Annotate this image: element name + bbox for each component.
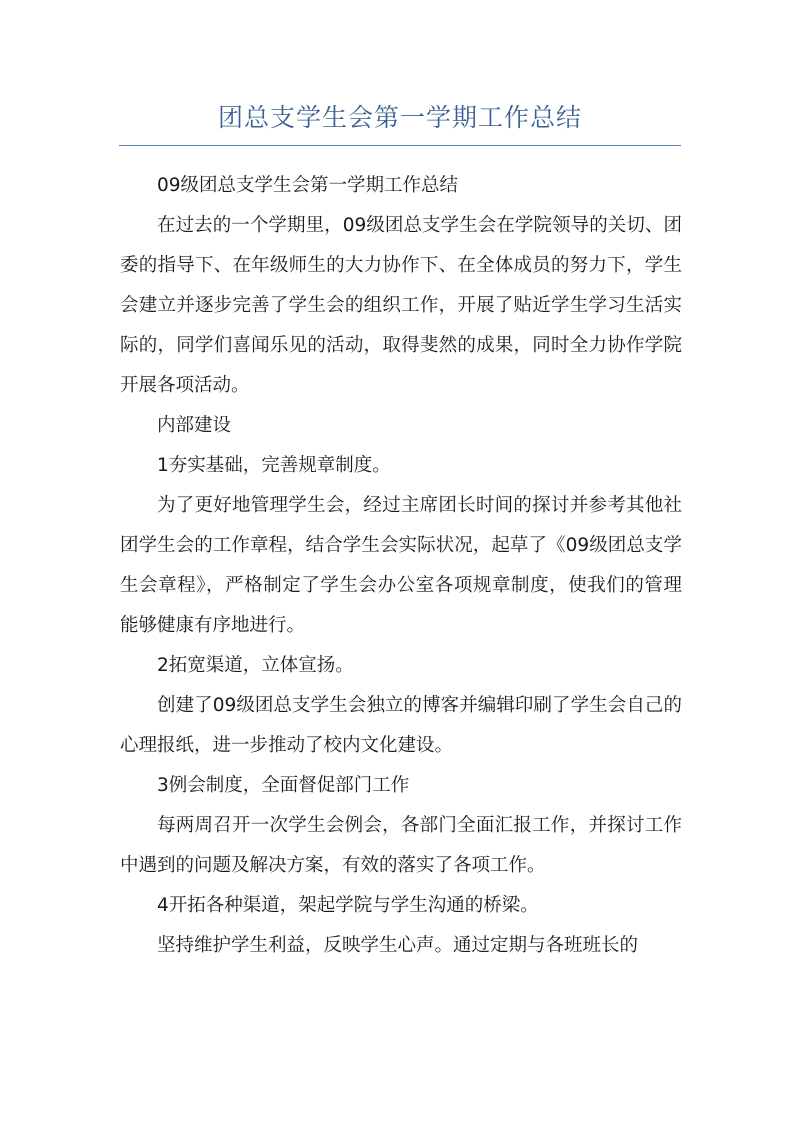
paragraph-item-1: 为了更好地管理学生会，经过主席团长时间的探讨并参考其他社团学生会的工作章程，结合学生会实际状况，起草了《09级团总支学生会章程》，严格制定了学生会办公室各项规章制度，使我们的管理能够健康有序地进行。	[120, 495, 682, 636]
paragraph-item-3: 每两周召开一次学生会例会，各部门全面汇报工作，并探讨工作中遇到的问题及解决方案，有效的落实了各项工作。	[120, 815, 682, 876]
paragraph-intro: 在过去的一个学期里，09级团总支学生会在学院领导的关切、团委的指导下、在年级师生的大力协作下、在全体成员的努力下，学生会建立并逐步完善了学生会的组织工作，开展了贴近学生学习生活实际的，同学们喜闻乐见的活动，取得斐然的成果，同时全力协作学院开展各项活动。	[120, 215, 682, 396]
item-heading-3: 3例会制度，全面督促部门工作	[157, 775, 410, 796]
paragraph-subtitle: 09级团总支学生会第一学期工作总结	[157, 175, 459, 196]
item-heading-1: 1夯实基础，完善规章制度。	[157, 455, 391, 476]
paragraph-item-4: 坚持维护学生利益，反映学生心声。通过定期与各班班长的	[157, 935, 639, 956]
title-divider	[119, 145, 681, 146]
document-title: 团总支学生会第一学期工作总结	[217, 103, 582, 132]
paragraph-item-2: 创建了09级团总支学生会独立的博客并编辑印刷了学生会自己的心理报纸，进一步推动了校内文化建设。	[120, 695, 682, 756]
item-heading-2: 2拓宽渠道，立体宣扬。	[157, 655, 354, 676]
document-body	[120, 166, 682, 966]
item-heading-4: 4开拓各种渠道，架起学院与学生沟通的桥梁。	[157, 895, 539, 916]
section-heading-internal: 内部建设	[157, 415, 232, 436]
